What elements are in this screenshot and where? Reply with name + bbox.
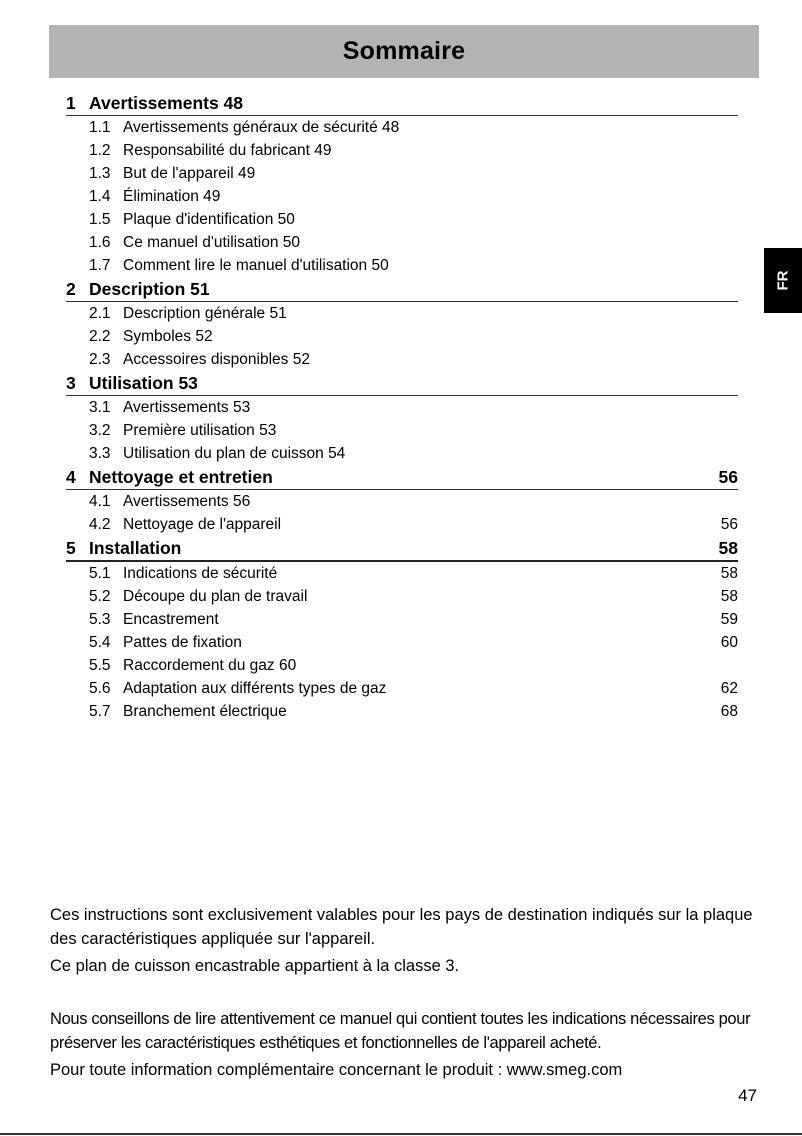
- toc-entry[interactable]: [66, 677, 738, 700]
- entry-number: 5.2: [89, 588, 111, 605]
- entry-title: Comment lire le manuel d'utilisation 50: [123, 257, 389, 274]
- section-number: 5: [66, 538, 76, 558]
- entry-number: 1.5: [89, 211, 111, 228]
- table-of-contents: [66, 91, 738, 723]
- toc-entry[interactable]: [66, 254, 738, 277]
- section-title: Avertissements 48: [89, 93, 244, 113]
- entry-title: Utilisation du plan de cuisson 54: [123, 445, 346, 462]
- entry-number: 2.1: [89, 305, 111, 322]
- entry-title: Raccordement du gaz 60: [123, 657, 297, 674]
- toc-section-heading[interactable]: [66, 277, 738, 302]
- header-bar: [49, 25, 759, 78]
- section-number: 2: [66, 279, 76, 299]
- entry-number: 5.7: [89, 703, 111, 720]
- toc-entry[interactable]: [66, 654, 738, 677]
- entry-number: 1.6: [89, 234, 111, 251]
- entry-page: 68: [720, 703, 738, 720]
- entry-number: 3.1: [89, 399, 111, 416]
- toc-entry[interactable]: [66, 208, 738, 231]
- toc-entry[interactable]: [66, 631, 738, 654]
- entry-title: Indications de sécurité: [123, 565, 278, 582]
- section-number: 1: [66, 93, 76, 113]
- entry-title: Avertissements 53: [123, 399, 251, 416]
- entry-page: 59: [720, 611, 738, 628]
- page-title: Sommaire: [342, 37, 466, 65]
- entry-title: Accessoires disponibles 52: [123, 351, 310, 368]
- entry-number: 5.6: [89, 680, 111, 697]
- toc-entry[interactable]: [66, 608, 738, 631]
- toc-entry[interactable]: [66, 562, 738, 585]
- entry-title: Nettoyage de l'appareil: [123, 516, 282, 533]
- note-paragraph: Nous conseillons de lire attentivement ce manuel qui contient toutes les indications nécessaires pour préserver les caractéristiques esthétiques et fonctionnelles de l'appareil acheté.: [50, 1010, 751, 1052]
- entry-number: 1.3: [89, 165, 111, 182]
- section-page: 58: [718, 538, 738, 558]
- entry-number: 5.1: [89, 565, 111, 582]
- toc-entry[interactable]: [66, 585, 738, 608]
- entry-number: 2.2: [89, 328, 111, 345]
- notes-block-2: [50, 1007, 790, 1082]
- toc-entry[interactable]: [66, 442, 738, 465]
- entry-title: But de l'appareil 49: [123, 165, 256, 182]
- toc-section: [66, 465, 738, 536]
- entry-number: 5.5: [89, 657, 111, 674]
- page-number: 47: [738, 1086, 757, 1105]
- entry-number: 4.1: [89, 493, 111, 510]
- toc-section: [66, 371, 738, 465]
- entry-number: 1.4: [89, 188, 111, 205]
- toc-section-heading[interactable]: [66, 536, 738, 562]
- entry-title: Branchement électrique: [123, 703, 287, 720]
- entry-number: 3.2: [89, 422, 111, 439]
- entry-number: 1.2: [89, 142, 111, 159]
- entry-title: Plaque d'identification 50: [123, 211, 295, 228]
- language-label: FR: [774, 270, 792, 291]
- section-title: Installation: [89, 538, 182, 558]
- section-number: 3: [66, 373, 76, 393]
- entry-title: Première utilisation 53: [123, 422, 277, 439]
- entry-title: Adaptation aux différents types de gaz: [123, 680, 387, 697]
- toc-entry[interactable]: [66, 302, 738, 325]
- entry-number: 3.3: [89, 445, 111, 462]
- toc-section-heading[interactable]: [66, 465, 738, 490]
- toc-section-heading[interactable]: [66, 371, 738, 396]
- toc-entry[interactable]: [66, 513, 738, 536]
- toc-section: [66, 91, 738, 277]
- entry-title: Avertissements généraux de sécurité 48: [123, 119, 400, 136]
- entry-page: 58: [720, 565, 738, 582]
- toc-entry[interactable]: [66, 348, 738, 371]
- entry-title: Élimination 49: [123, 188, 221, 205]
- toc-section: [66, 277, 738, 371]
- toc-entry[interactable]: [66, 162, 738, 185]
- entry-number: 1.7: [89, 257, 111, 274]
- entry-number: 2.3: [89, 351, 111, 368]
- toc-entry[interactable]: [66, 419, 738, 442]
- section-number: 4: [66, 467, 76, 487]
- toc-entry[interactable]: [66, 490, 738, 513]
- section-page: 56: [718, 467, 738, 487]
- toc-entry[interactable]: [66, 139, 738, 162]
- section-title: Description 51: [89, 279, 210, 299]
- entry-number: 1.1: [89, 119, 111, 136]
- section-title: Nettoyage et entretien: [89, 467, 273, 487]
- entry-page: 62: [720, 680, 738, 697]
- toc-entry[interactable]: [66, 185, 738, 208]
- toc-section: [66, 536, 738, 723]
- language-tab: [764, 248, 802, 313]
- entry-number: 5.3: [89, 611, 111, 628]
- entry-title: Encastrement: [123, 611, 219, 628]
- toc-entry[interactable]: [66, 700, 738, 723]
- bottom-rule: [0, 1133, 802, 1135]
- entry-title: Découpe du plan de travail: [123, 588, 308, 605]
- note-paragraph: Ce plan de cuisson encastrable appartient à la classe 3.: [50, 957, 460, 975]
- toc-entry[interactable]: [66, 325, 738, 348]
- note-paragraph: Ces instructions sont exclusivement valables pour les pays de destination indiqués sur la plaque des caractéristiques appliquée sur l'appareil.: [50, 906, 753, 948]
- entry-number: 5.4: [89, 634, 111, 651]
- entry-title: Symboles 52: [123, 328, 213, 345]
- toc-entry[interactable]: [66, 231, 738, 254]
- entry-title: Responsabilité du fabricant 49: [123, 142, 332, 159]
- note-paragraph: Pour toute information complémentaire concernant le produit : www.smeg.com: [50, 1061, 623, 1079]
- entry-page: 58: [720, 588, 738, 605]
- section-title: Utilisation 53: [89, 373, 198, 393]
- entry-title: Pattes de fixation: [123, 634, 242, 651]
- entry-page: 56: [720, 516, 738, 533]
- toc-entry[interactable]: [66, 396, 738, 419]
- toc-section-heading[interactable]: [66, 91, 738, 116]
- notes-block-1: [50, 903, 770, 978]
- entry-title: Ce manuel d'utilisation 50: [123, 234, 301, 251]
- toc-entry[interactable]: [66, 116, 738, 139]
- entry-page: 60: [720, 634, 738, 651]
- entry-title: Description générale 51: [123, 305, 287, 322]
- entry-title: Avertissements 56: [123, 493, 251, 510]
- entry-number: 4.2: [89, 516, 111, 533]
